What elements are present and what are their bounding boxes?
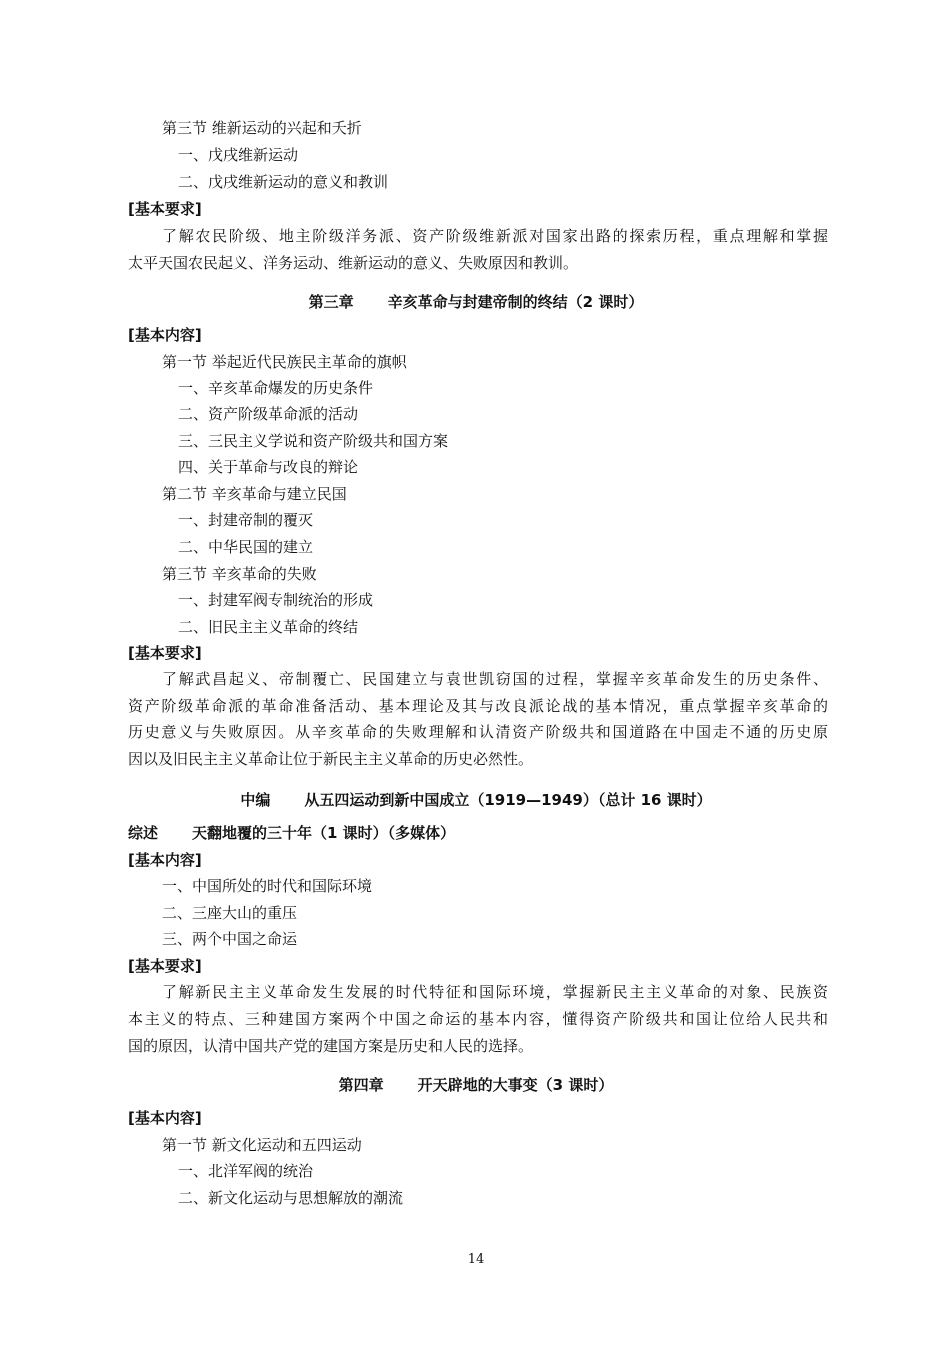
paragraph-line: 国的原因，认清中国共产党的建国方案是历史和人民的选择。 (128, 1037, 534, 1055)
chapter-label: 第三章 (308, 293, 354, 311)
list-item: 一、北洋军阀的统治 (178, 1162, 314, 1180)
part-heading (0, 790, 952, 810)
list-item: 一、戊戌维新运动 (178, 146, 299, 164)
summary-label: 综述 (128, 824, 159, 842)
list-item: 一、封建帝制的覆灭 (178, 511, 314, 529)
list-item: 二、戊戌维新运动的意义和教训 (178, 173, 389, 191)
paragraph-line: 了解新民主主义革命发生发展的时代特征和国际环境，掌握新民主主义革命的对象、民族资 (162, 983, 828, 1001)
list-item: 一、封建军阀专制统治的形成 (178, 591, 374, 609)
summary-heading (128, 823, 455, 843)
list-item: 三、两个中国之命运 (162, 930, 298, 948)
list-item: 一、辛亥革命爆发的历史条件 (178, 379, 374, 397)
page-number: 14 (467, 1252, 485, 1267)
requirement-label: [基本要求] (128, 957, 202, 975)
section-heading: 第二节 辛亥革命与建立民国 (162, 485, 347, 503)
chapter-heading (0, 292, 952, 312)
part-label: 中编 (240, 791, 271, 809)
section-heading: 第一节 新文化运动和五四运动 (162, 1136, 362, 1154)
list-item: 二、新文化运动与思想解放的潮流 (178, 1189, 404, 1207)
requirement-label: [基本要求] (128, 644, 202, 662)
section-heading: 第三节 维新运动的兴起和夭折 (162, 119, 362, 137)
paragraph-line: 本主义的特点、三种建国方案两个中国之命运的基本内容，懂得资产阶级共和国让位给人民共和 (128, 1010, 828, 1028)
content-label: [基本内容] (128, 851, 202, 869)
summary-title: 天翻地覆的三十年（1 课时）（多媒体） (192, 824, 456, 842)
list-item: 三、三民主义学说和资产阶级共和国方案 (178, 432, 449, 450)
list-item: 二、三座大山的重压 (162, 904, 298, 922)
chapter-heading (0, 1075, 952, 1095)
content-label: [基本内容] (128, 1109, 202, 1127)
chapter-title: 辛亥革命与封建帝制的终结（2 课时） (387, 293, 644, 311)
paragraph-line: 太平天国农民起义、洋务运动、维新运动的意义、失败原因和教训。 (128, 254, 579, 272)
chapter-title: 开天辟地的大事变（3 课时） (417, 1076, 614, 1094)
list-item: 二、资产阶级革命派的活动 (178, 405, 359, 423)
paragraph-line: 资产阶级革命派的革命准备活动、基本理论及其与改良派论战的基本情况，重点掌握辛亥革命的 (128, 697, 828, 715)
paragraph-line: 了解农民阶级、地主阶级洋务派、资产阶级维新派对国家出路的探索历程，重点理解和掌握 (162, 227, 828, 245)
list-item: 二、中华民国的建立 (178, 538, 314, 556)
requirement-label: [基本要求] (128, 200, 202, 218)
section-heading: 第三节 辛亥革命的失败 (162, 565, 317, 583)
paragraph-line: 历史意义与失败原因。从辛亥革命的失败理解和认清资产阶级共和国道路在中国走不通的历史原 (128, 723, 828, 741)
list-item: 四、关于革命与改良的辩论 (178, 458, 359, 476)
section-heading: 第一节 举起近代民族民主革命的旗帜 (162, 353, 407, 371)
part-title: 从五四运动到新中国成立（1919—1949）（总计 16 课时） (304, 791, 712, 809)
list-item: 一、中国所处的时代和国际环境 (162, 877, 373, 895)
paragraph-line: 因以及旧民主主义革命让位于新民主主义革命的历史必然性。 (128, 750, 534, 768)
chapter-label: 第四章 (338, 1076, 384, 1094)
paragraph-line: 了解武昌起义、帝制覆亡、民国建立与袁世凯窃国的过程，掌握辛亥革命发生的历史条件、 (162, 670, 828, 688)
content-label: [基本内容] (128, 326, 202, 344)
list-item: 二、旧民主主义革命的终结 (178, 618, 359, 636)
